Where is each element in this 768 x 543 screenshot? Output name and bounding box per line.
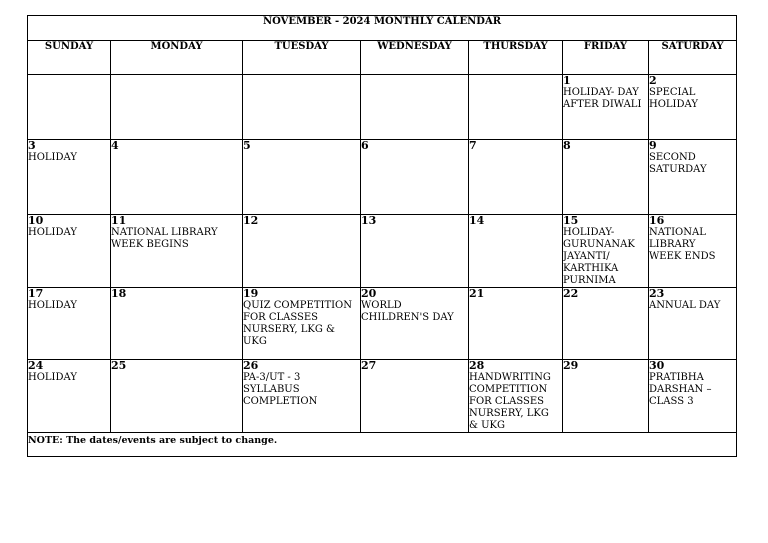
day-number: 22 — [563, 287, 579, 300]
day-number: 15 — [563, 214, 579, 227]
day-event: HOLIDAY — [28, 372, 77, 383]
day-cell — [469, 140, 563, 215]
week-row — [28, 360, 737, 433]
day-cell — [28, 215, 111, 288]
day-number: 26 — [243, 359, 259, 372]
day-number: 27 — [361, 359, 377, 372]
day-event: HOLIDAY- DAY AFTER DIWALI — [563, 87, 642, 110]
weekday-header-row — [28, 41, 737, 75]
day-event: ANNUAL DAY — [649, 300, 721, 311]
day-number: 5 — [243, 139, 251, 152]
day-cell — [111, 360, 243, 433]
weekday-header: WEDNESDAY — [361, 41, 469, 75]
day-number: 13 — [361, 214, 377, 227]
day-cell — [28, 360, 111, 433]
day-number: 12 — [243, 214, 259, 227]
day-cell — [649, 140, 737, 215]
day-event: HOLIDAY — [28, 300, 77, 311]
day-number: 17 — [28, 287, 44, 300]
day-cell — [563, 215, 649, 288]
monthly-calendar — [27, 15, 737, 457]
day-cell — [243, 75, 361, 140]
day-number: 24 — [28, 359, 44, 372]
day-cell — [28, 288, 111, 360]
day-cell — [469, 288, 563, 360]
week-row — [28, 288, 737, 360]
day-number: 30 — [649, 359, 665, 372]
day-cell — [28, 140, 111, 215]
day-cell — [111, 140, 243, 215]
day-number: 29 — [563, 359, 579, 372]
day-cell — [361, 288, 469, 360]
day-cell — [469, 215, 563, 288]
day-event: QUIZ COMPETITION FOR CLASSES NURSERY, LKG & UKG — [243, 300, 353, 347]
day-event: HOLIDAY — [28, 227, 77, 238]
day-number: 8 — [563, 139, 571, 152]
day-event: PRATIBHA DARSHAN – CLASS 3 — [649, 372, 712, 407]
day-cell — [361, 75, 469, 140]
day-event: HANDWRITING COMPETITION FOR CLASSES NURSERY, LKG & UKG — [469, 372, 551, 431]
day-number: 25 — [111, 359, 127, 372]
day-event: NATIONAL LIBRARY WEEK ENDS — [649, 227, 716, 262]
day-cell — [243, 360, 361, 433]
day-cell — [469, 360, 563, 433]
calendar-title: NOVEMBER - 2024 MONTHLY CALENDAR — [28, 16, 737, 41]
weekday-header: THURSDAY — [469, 41, 563, 75]
day-cell — [649, 360, 737, 433]
day-cell — [243, 215, 361, 288]
day-number: 16 — [649, 214, 665, 227]
day-cell — [361, 360, 469, 433]
day-number: 10 — [28, 214, 44, 227]
day-cell — [563, 140, 649, 215]
day-cell — [243, 140, 361, 215]
day-number: 11 — [111, 214, 127, 227]
day-cell — [649, 75, 737, 140]
weekday-header: SUNDAY — [28, 41, 111, 75]
day-cell — [563, 288, 649, 360]
day-event: WORLD CHILDREN'S DAY — [361, 300, 454, 323]
day-cell — [563, 360, 649, 433]
day-cell — [243, 288, 361, 360]
day-cell — [649, 288, 737, 360]
day-number: 14 — [469, 214, 485, 227]
weekday-header: FRIDAY — [563, 41, 649, 75]
day-event: PA-3/UT - 3 SYLLABUS COMPLETION — [243, 372, 318, 407]
day-cell — [111, 215, 243, 288]
day-cell — [361, 215, 469, 288]
day-number: 2 — [649, 74, 657, 87]
day-event: HOLIDAY- GURUNANAK JAYANTI/ KARTHIKA PURNIMA — [563, 227, 635, 286]
day-number: 28 — [469, 359, 485, 372]
weekday-header: TUESDAY — [243, 41, 361, 75]
day-number: 7 — [469, 139, 477, 152]
day-cell — [563, 75, 649, 140]
calendar-note-cell — [28, 433, 737, 457]
day-cell — [361, 140, 469, 215]
day-number: 4 — [111, 139, 119, 152]
day-number: 9 — [649, 139, 657, 152]
day-cell — [28, 75, 111, 140]
day-number: 20 — [361, 287, 377, 300]
day-number: 18 — [111, 287, 127, 300]
day-cell — [111, 288, 243, 360]
day-event: SPECIAL HOLIDAY — [649, 87, 698, 110]
day-number: 1 — [563, 74, 571, 87]
day-number: 19 — [243, 287, 259, 300]
day-number: 3 — [28, 139, 36, 152]
day-event: SECOND SATURDAY — [649, 152, 707, 175]
weekday-header: SATURDAY — [649, 41, 737, 75]
week-row — [28, 75, 737, 140]
day-cell — [111, 75, 243, 140]
week-row — [28, 215, 737, 288]
day-number: 21 — [469, 287, 485, 300]
day-event: HOLIDAY — [28, 152, 77, 163]
day-cell — [649, 215, 737, 288]
day-number: 6 — [361, 139, 369, 152]
weekday-header: MONDAY — [111, 41, 243, 75]
week-row — [28, 140, 737, 215]
day-cell — [469, 75, 563, 140]
calendar-note: NOTE: The dates/events are subject to change. — [28, 435, 278, 446]
day-number: 23 — [649, 287, 665, 300]
day-event: NATIONAL LIBRARY WEEK BEGINS — [111, 227, 218, 250]
